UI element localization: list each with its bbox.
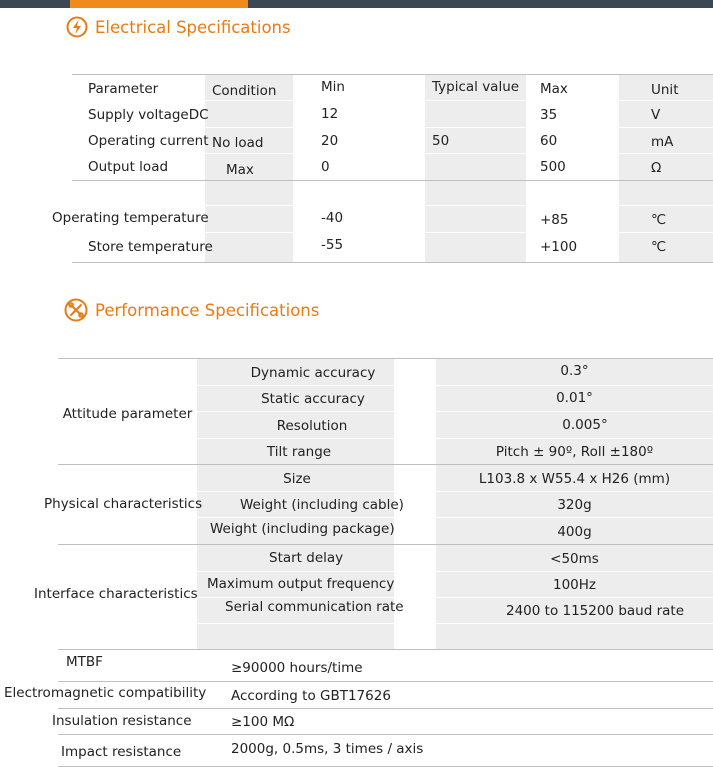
table-cell: -55: [321, 237, 344, 253]
group-label: Interface characteristics: [34, 586, 198, 602]
spec-value: 320g: [557, 497, 592, 513]
table-cell: Store temperature: [88, 239, 213, 255]
header-tab: [70, 0, 248, 8]
perf-rule: [58, 734, 713, 735]
table-cell: 0: [321, 159, 330, 175]
shade-typical: [425, 74, 526, 262]
table-cell: -40: [321, 210, 344, 226]
table-cell: Operating temperature: [52, 210, 209, 226]
header-bar: [0, 0, 713, 8]
perf-rule: [58, 544, 713, 545]
spec-value: 0.01°: [556, 390, 593, 406]
table-cell: 50: [432, 133, 450, 149]
spec-value: ≥90000 hours/time: [231, 660, 363, 676]
col-typical: Typical value: [432, 79, 520, 95]
col-min: Min: [321, 79, 345, 95]
col-max: Max: [540, 81, 568, 97]
table-cell: +100: [540, 239, 578, 255]
perf-rule: [58, 681, 713, 682]
performance-title: Performance Specifications: [64, 298, 319, 322]
table-cell: Operating current: [88, 133, 209, 149]
table-cell: ℃: [651, 212, 667, 228]
table-top-rule: [72, 74, 713, 75]
spec-item: Resolution: [276, 418, 348, 434]
spec-value: L103.8 x W55.4 x H26 (mm): [478, 471, 671, 487]
table-cell: ℃: [651, 239, 667, 255]
group-label: Attitude parameter: [62, 406, 193, 422]
spec-value: 0.005°: [562, 417, 608, 433]
spec-item: Size: [283, 471, 311, 487]
spec-item: Maximum output frequency: [207, 576, 395, 592]
spec-item: Weight (including cable): [240, 497, 404, 513]
col-unit: Unit: [651, 82, 679, 98]
tools-icon: [64, 298, 88, 322]
perf-rule: [58, 766, 713, 767]
perf-rule: [58, 708, 713, 709]
perf-rule: [58, 358, 713, 359]
spec-value: 0.3°: [560, 363, 589, 379]
spec-item: Tilt range: [266, 444, 332, 460]
table-cell: 500: [540, 159, 566, 175]
spec-value: 400g: [557, 524, 592, 540]
spec-item: Dynamic accuracy: [250, 365, 376, 381]
spec-item: Start delay: [269, 550, 344, 566]
spec-value: Pitch ± 90º, Roll ±180º: [495, 444, 654, 460]
table-cell: 35: [540, 107, 558, 123]
table-cell: mA: [651, 134, 674, 150]
table-cell: Supply voltageDC: [88, 107, 209, 123]
group-label: Physical characteristics: [44, 496, 203, 512]
lightning-icon: [66, 16, 88, 38]
electrical-title: Electrical Specifications: [66, 16, 291, 38]
table-cell: 20: [321, 133, 339, 149]
spec-item: Impact resistance: [61, 744, 182, 760]
table-cell: 60: [540, 133, 558, 149]
table-cell: 12: [321, 106, 339, 122]
table-mid-rule: [72, 180, 713, 181]
spec-value: 100Hz: [552, 577, 596, 593]
table-cell: Max: [226, 162, 254, 178]
spec-value: 2400 to 115200 baud rate: [506, 603, 684, 619]
spec-value: ≥100 MΩ: [231, 714, 295, 730]
col-condition: Condition: [212, 83, 277, 99]
table-bottom-rule: [72, 262, 713, 263]
spec-item: Weight (including package): [210, 521, 395, 537]
table-cell: +85: [540, 212, 569, 228]
spec-value: 2000g, 0.5ms, 3 times / axis: [231, 741, 424, 757]
spec-item: Serial communication rate: [225, 599, 404, 615]
table-cell: No load: [212, 135, 264, 151]
col-parameter: Parameter: [88, 81, 159, 97]
spec-item: MTBF: [66, 654, 103, 670]
perf-rule: [58, 464, 713, 465]
spec-item: Electromagnetic compatibility: [4, 685, 207, 701]
table-cell: Output load: [88, 159, 169, 175]
spec-value: According to GBT17626: [231, 688, 391, 704]
spec-item: Static accuracy: [261, 391, 365, 407]
spec-item: Insulation resistance: [52, 713, 192, 729]
perf-rule: [58, 649, 713, 650]
spec-value: <50ms: [550, 551, 599, 567]
shade-unit: [619, 74, 713, 262]
table-cell: Ω: [651, 160, 662, 176]
table-cell: V: [651, 107, 661, 123]
